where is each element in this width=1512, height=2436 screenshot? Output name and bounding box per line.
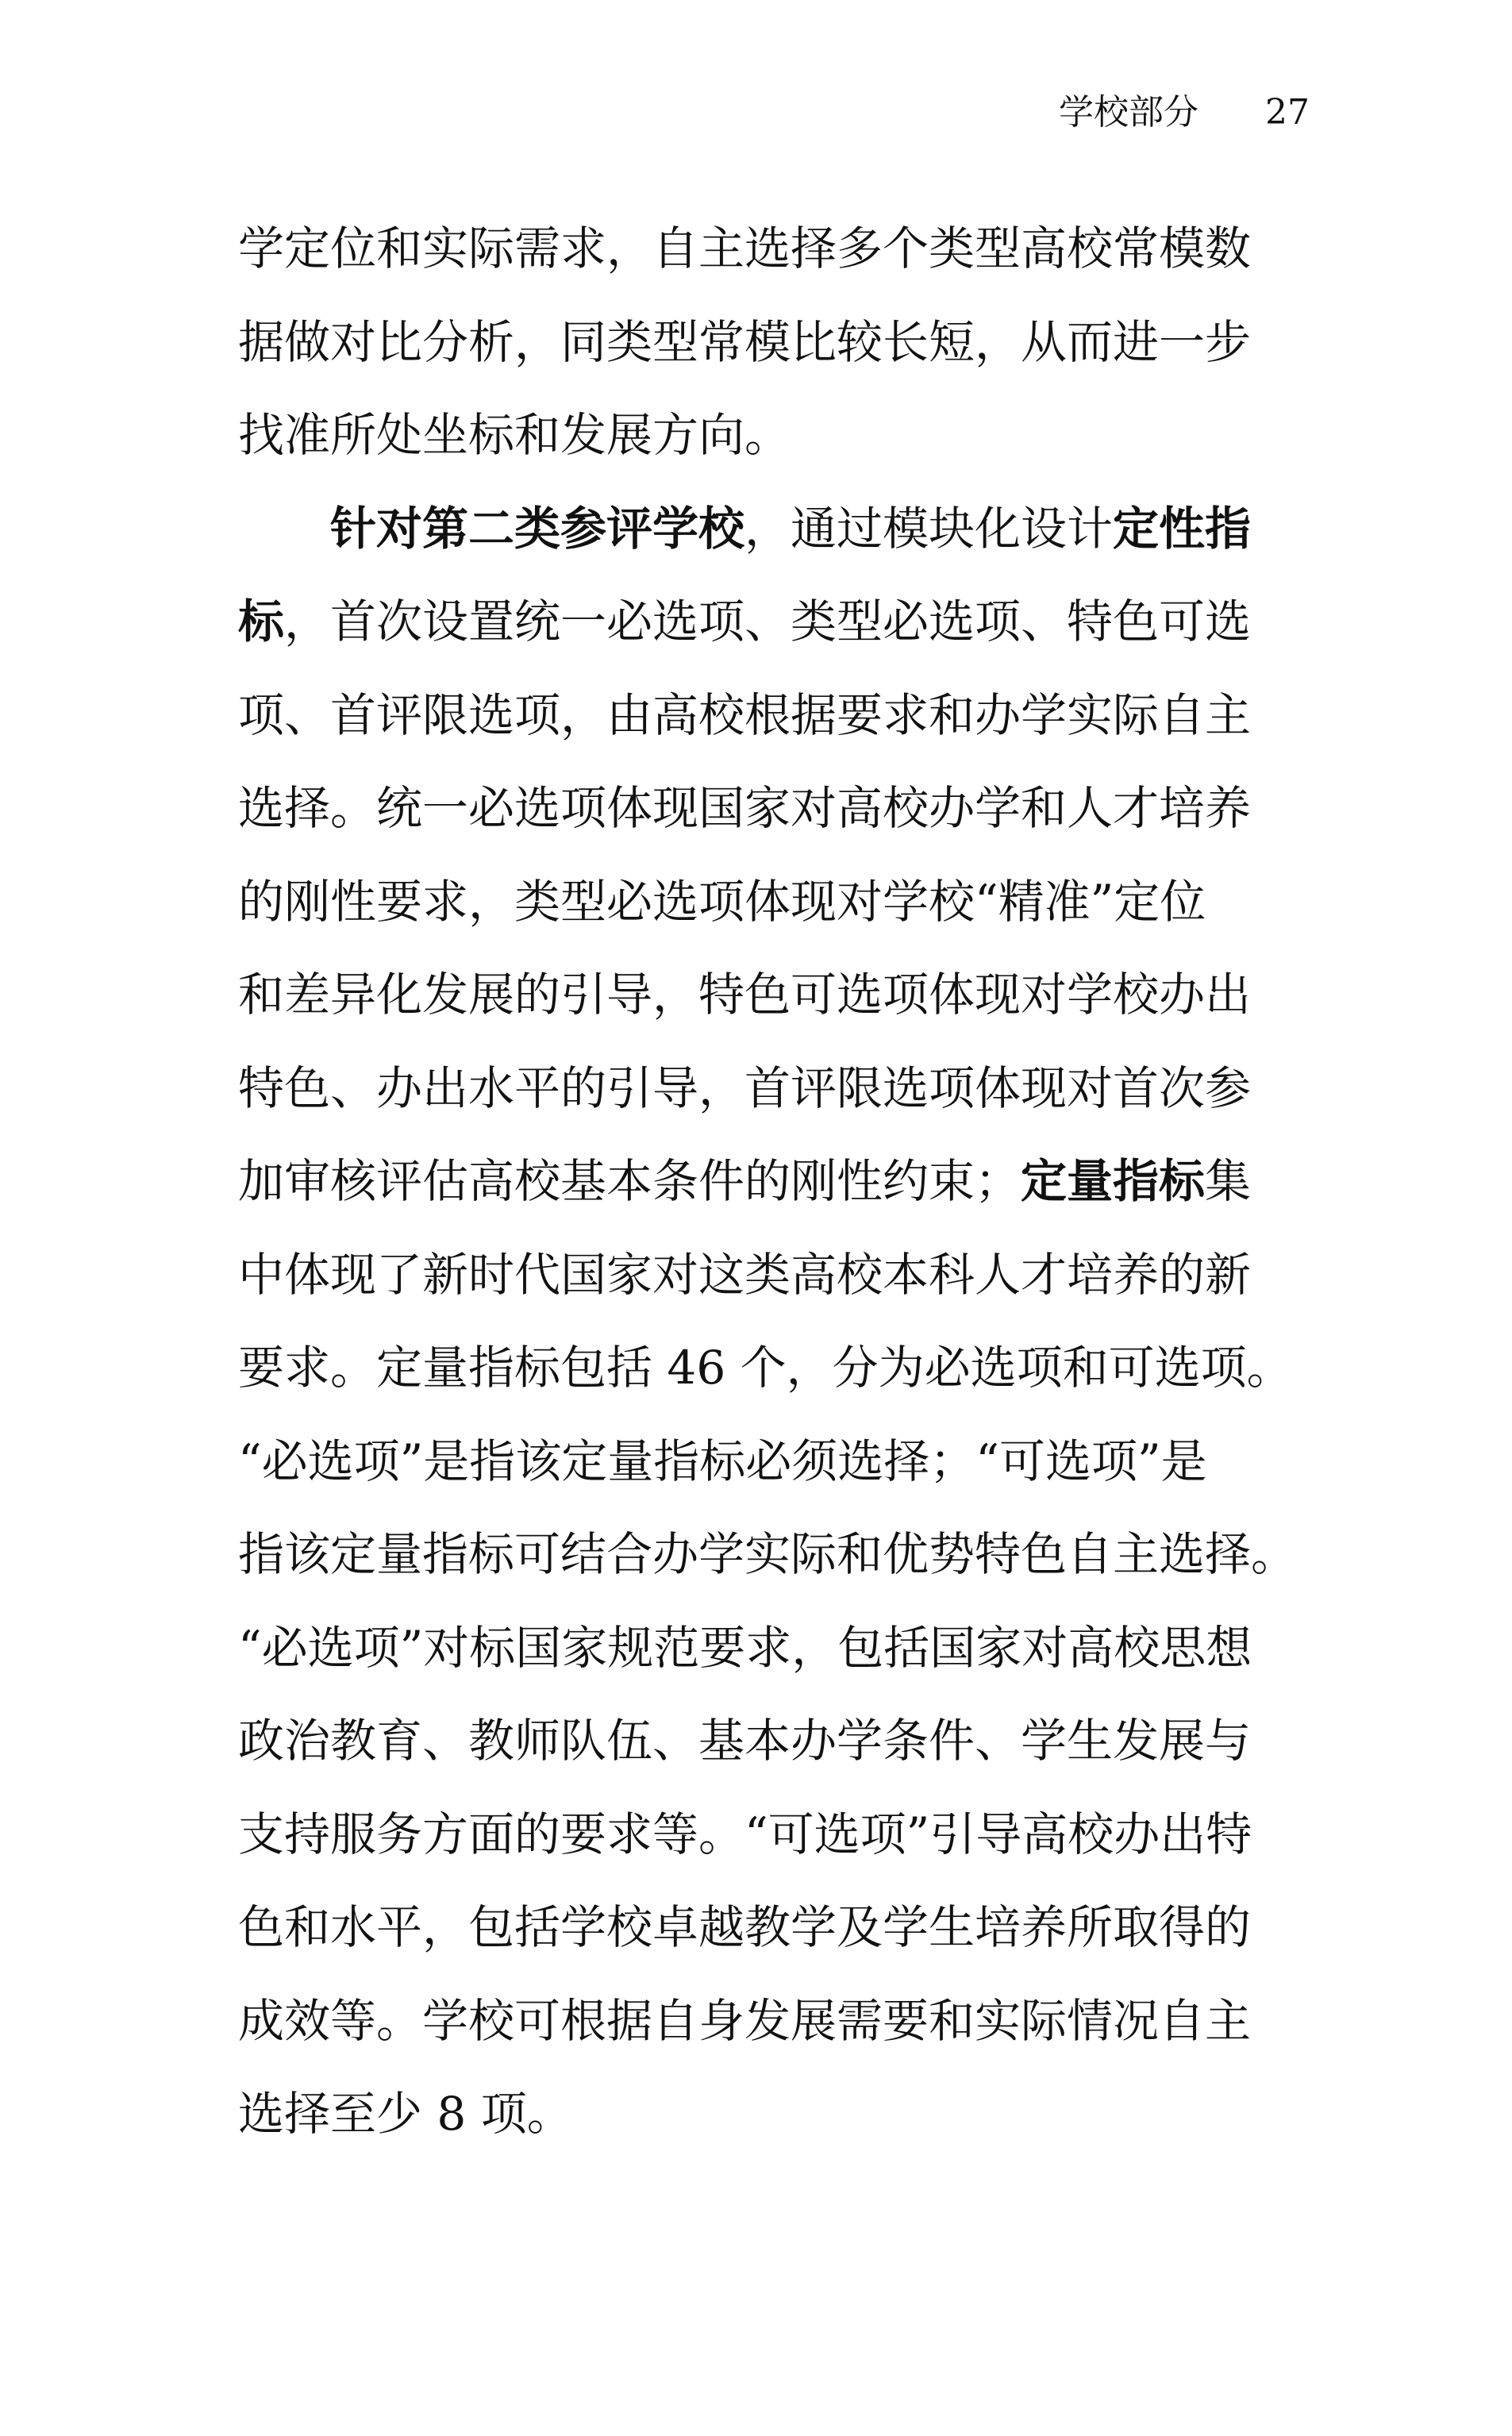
text-segment: 据做对比分析，同类型常模比较长短，从而进一步: [238, 314, 1252, 369]
text-line: [238, 1426, 1310, 1519]
text-line: [238, 1799, 1310, 1892]
bold-text-segment: 针对第二类参评学校: [330, 501, 745, 556]
text-line: [238, 306, 1310, 400]
running-header: [1059, 89, 1310, 137]
text-line: [238, 493, 1310, 587]
text-line: [238, 1612, 1310, 1706]
text-line: [238, 213, 1310, 306]
text-segment: 和差异化发展的引导，特色可选项体现对学校办出: [238, 968, 1252, 1022]
text-segment: 学定位和实际需求，自主选择多个类型高校常模数: [238, 221, 1252, 275]
page-number: 27: [1265, 92, 1310, 133]
bold-text-segment: 定性指: [1113, 501, 1252, 556]
text-segment: 选择至少 8 项。: [238, 2087, 573, 2141]
text-segment: 的刚性要求，类型必选项体现对学校“精准”定位: [238, 874, 1206, 929]
text-segment: 要求。定量指标包括 46 个，分为必选项和可选项。: [238, 1341, 1293, 1395]
text-segment: 特色、办出水平的引导，首评限选项体现对首次参: [238, 1060, 1252, 1115]
bold-text-segment: 定量指标: [1021, 1154, 1206, 1208]
text-line: [238, 1705, 1310, 1799]
text-segment: “必选项”是指该定量指标必须选择；“可选项”是: [238, 1434, 1207, 1488]
text-segment: “必选项”对标国家规范要求，包括国家对高校思想: [238, 1620, 1252, 1675]
text-segment: 项、首评限选项，由高校根据要求和办学实际自主: [238, 687, 1252, 742]
text-line: [238, 866, 1310, 960]
text-segment: 找准所处坐标和发展方向。: [238, 408, 791, 462]
text-segment: [238, 502, 330, 556]
text-line: [238, 1239, 1310, 1333]
text-line: [238, 2078, 1310, 2172]
text-segment: ，通过模块化设计: [744, 501, 1114, 556]
text-segment: 支持服务方面的要求等。“可选项”引导高校办出特: [238, 1807, 1252, 1861]
text-segment: 政治教育、教师队伍、基本办学条件、学生发展与: [238, 1714, 1252, 1768]
text-segment: 中体现了新时代国家对这类高校本科人才培养的新: [238, 1247, 1252, 1302]
text-segment: 集: [1205, 1154, 1252, 1208]
section-title: 学校部分: [1059, 92, 1198, 133]
text-segment: ，首次设置统一必选项、类型必选项、特色可选: [284, 595, 1252, 648]
text-line: [238, 1145, 1310, 1239]
body-text: [238, 213, 1310, 2172]
text-line: [238, 959, 1310, 1053]
text-line: [238, 772, 1310, 866]
text-line: [238, 1518, 1310, 1612]
text-line: [238, 399, 1310, 493]
text-line: [238, 1985, 1310, 2079]
text-segment: 色和水平，包括学校卓越教学及学生培养所取得的: [238, 1900, 1252, 1954]
text-segment: 成效等。学校可根据自身发展需要和实际情况自主: [238, 1993, 1252, 2048]
text-line: [238, 1053, 1310, 1146]
text-line: [238, 679, 1310, 773]
bold-text-segment: 标: [238, 595, 285, 648]
text-segment: 指该定量指标可结合办学实际和优势特色自主选择。: [238, 1527, 1298, 1581]
text-line: [238, 586, 1310, 679]
text-line: [238, 1332, 1310, 1426]
text-segment: 选择。统一必选项体现国家对高校办学和人才培养: [238, 781, 1252, 835]
text-line: [238, 1891, 1310, 1985]
text-segment: 加审核评估高校基本条件的刚性约束；: [238, 1154, 1021, 1208]
